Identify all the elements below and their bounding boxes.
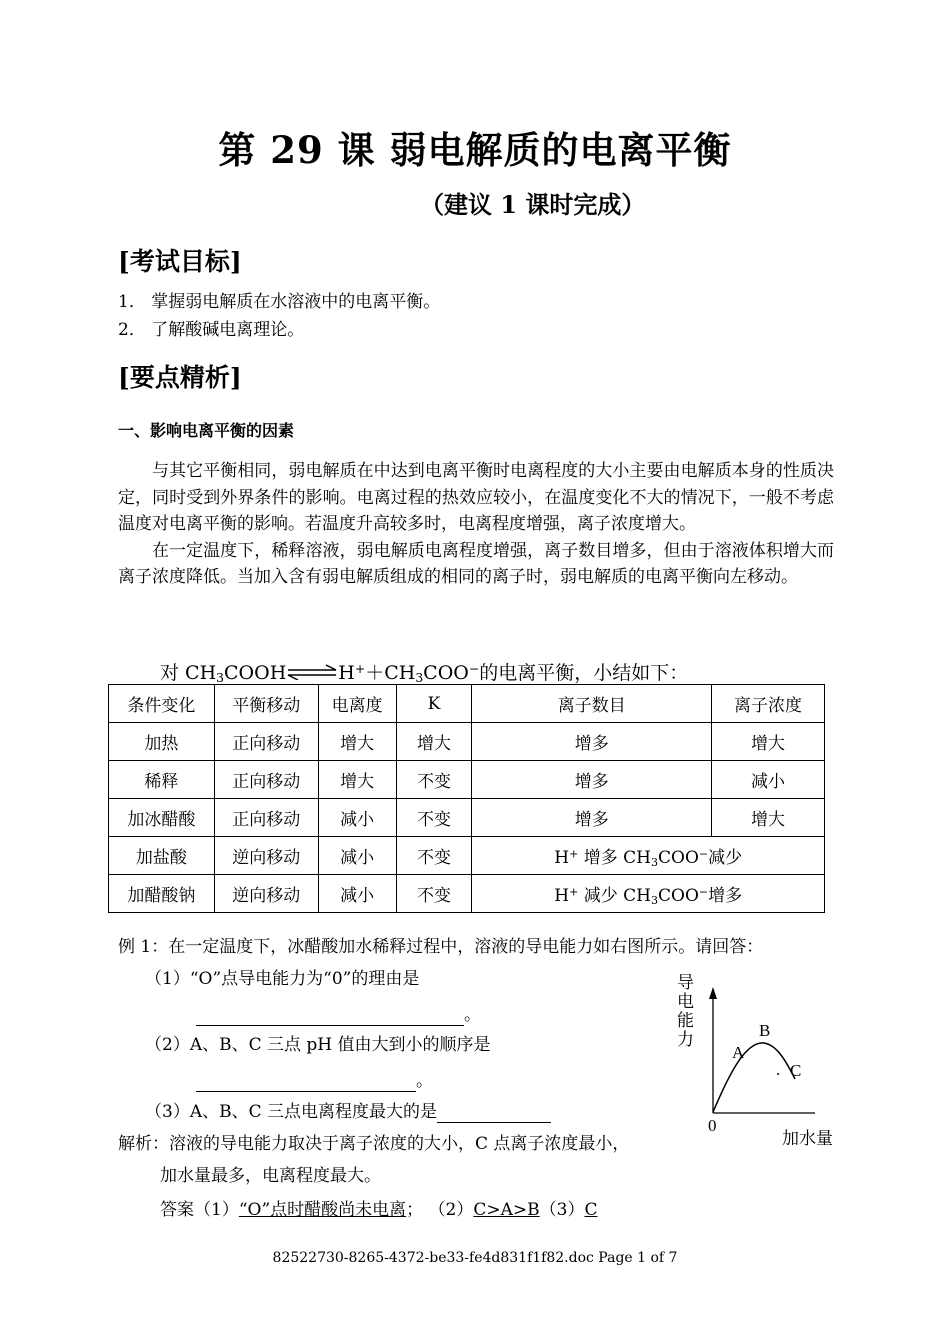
answer-1: “O”点时醋酸尚未电离 [238,1200,407,1220]
objective-item: 2． 了解酸碱电离理论。 [118,320,305,340]
question-2-blank: 。 [196,1066,433,1092]
table-cell: 减小 [318,837,396,875]
table-header-cell: 条件变化 [109,685,215,723]
origin-label: 0 [708,1116,717,1135]
page-subtitle: （建议 1 课时完成） [420,190,646,219]
table-cell: 增大 [318,761,396,799]
answer-line: 答案（1）“O”点时醋酸尚未电离； （2）C>A>B（3）C [160,1200,598,1220]
point-label-c: C [790,1061,802,1080]
table-cell-ions: H+ 减少 $CH_3COO^-$增多 [472,875,825,913]
paragraph-1: 与其它平衡相同，弱电解质在中达到电离平衡时电离程度的大小主要由电解质本身的性质决定，同时受到外界条件的影响。电离过程的热效应较小，在温度变化不大的情况下，一般不考虑温度对电离平衡的影响。若温度升高较多时，电离程度增强，离子浓度增大。 [118,461,834,534]
table-cell: 减小 [318,875,396,913]
point-c-dot: . [776,1060,781,1079]
y-axis-label-char: 力 [677,1030,694,1049]
table-header-cell: 电离度 [318,685,396,723]
equilibrium-equation: 对 $CH_3COOH$ $H^++CH_3COO^-$的电离平衡，小结如下： [160,661,689,686]
table-cell: 加醋酸钠 [109,875,215,913]
page-title: 第 29 课 弱电解质的电离平衡 [218,128,732,172]
equilibrium-arrow-icon [286,664,338,680]
table-cell: 不变 [396,761,472,799]
table-cell: 正向移动 [214,723,318,761]
table-cell: 增多 [472,723,712,761]
table-cell: 增多 [472,799,712,837]
solution-line-1: 解析：溶液的导电能力取决于离子浓度的大小，C 点离子浓度最小， [118,1134,630,1154]
table-header-row [109,685,825,723]
table-cell: 不变 [396,799,472,837]
x-axis-label: 加水量 [782,1129,833,1148]
solution-line-2: 加水量最多，电离程度最大。 [160,1166,381,1186]
table-cell: 加热 [109,723,215,761]
table-cell: 正向移动 [214,761,318,799]
point-label-a: A [732,1043,745,1062]
analysis-heading: [要点精析] [118,363,242,392]
table-row [109,799,825,837]
table-cell: 增大 [712,723,825,761]
table-cell: 稀释 [109,761,215,799]
table-cell: 不变 [396,837,472,875]
y-axis-label-char: 导 [677,973,694,992]
table-cell: 增多 [472,761,712,799]
section-subheading: 一、影响电离平衡的因素 [118,421,295,440]
y-axis-label-char: 能 [677,1011,694,1030]
conductivity-chart [672,965,847,1150]
answer-2: C>A>B [473,1200,540,1220]
analysis-text [118,458,834,591]
table-row [109,761,825,799]
table-row [109,875,825,913]
point-label-b: B [759,1021,771,1040]
table-cell-ions: H+ 增多 $CH_3COO^-$减少 [472,837,825,875]
page-footer: 82522730-8265-4372-be33-fe4d831f1f82.doc Page 1 of 7 [272,1250,678,1266]
table-cell: 增大 [318,723,396,761]
conductivity-curve [713,1043,795,1112]
table-cell: 逆向移动 [214,837,318,875]
table-row [109,723,825,761]
table-cell: 逆向移动 [214,875,318,913]
y-axis-label-char: 电 [677,992,694,1011]
question-3: （3）A、B、C 三点电离程度最大的是 [145,1097,551,1123]
objective-item: 1． 掌握弱电解质在水溶液中的电离平衡。 [118,292,441,312]
question-1: （1）“O”点导电能力为“0”的理由是 [145,969,420,989]
answer-3: C [584,1200,598,1220]
table-header-cell: K [396,685,472,723]
table-cell: 增大 [396,723,472,761]
table-header-cell: 离子浓度 [712,685,825,723]
example-intro: 例 1：在一定温度下，冰醋酸加水稀释过程中，溶液的导电能力如右图所示。请回答： [118,937,764,957]
question-2: （2）A、B、C 三点 pH 值由大到小的顺序是 [145,1035,491,1055]
objectives-heading: [考试目标] [118,247,242,276]
table-cell: 不变 [396,875,472,913]
table-cell: 正向移动 [214,799,318,837]
table-cell: 减小 [318,799,396,837]
paragraph-2: 在一定温度下，稀释溶液，弱电解质电离程度增强，离子数目增多，但由于溶液体积增大而离子浓度降低。当加入含有弱电解质组成的相同的离子时，弱电解质的电离平衡向左移动。 [118,540,834,587]
table-cell: 加盐酸 [109,837,215,875]
table-header-cell: 平衡移动 [214,685,318,723]
table-header-cell: 离子数目 [472,685,712,723]
table-cell: 加冰醋酸 [109,799,215,837]
table-cell: 减小 [712,761,825,799]
summary-table [108,684,825,913]
table-row [109,837,825,875]
question-1-blank: 。 [196,1000,481,1026]
y-axis-arrow-icon [709,987,717,999]
table-cell: 增大 [712,799,825,837]
